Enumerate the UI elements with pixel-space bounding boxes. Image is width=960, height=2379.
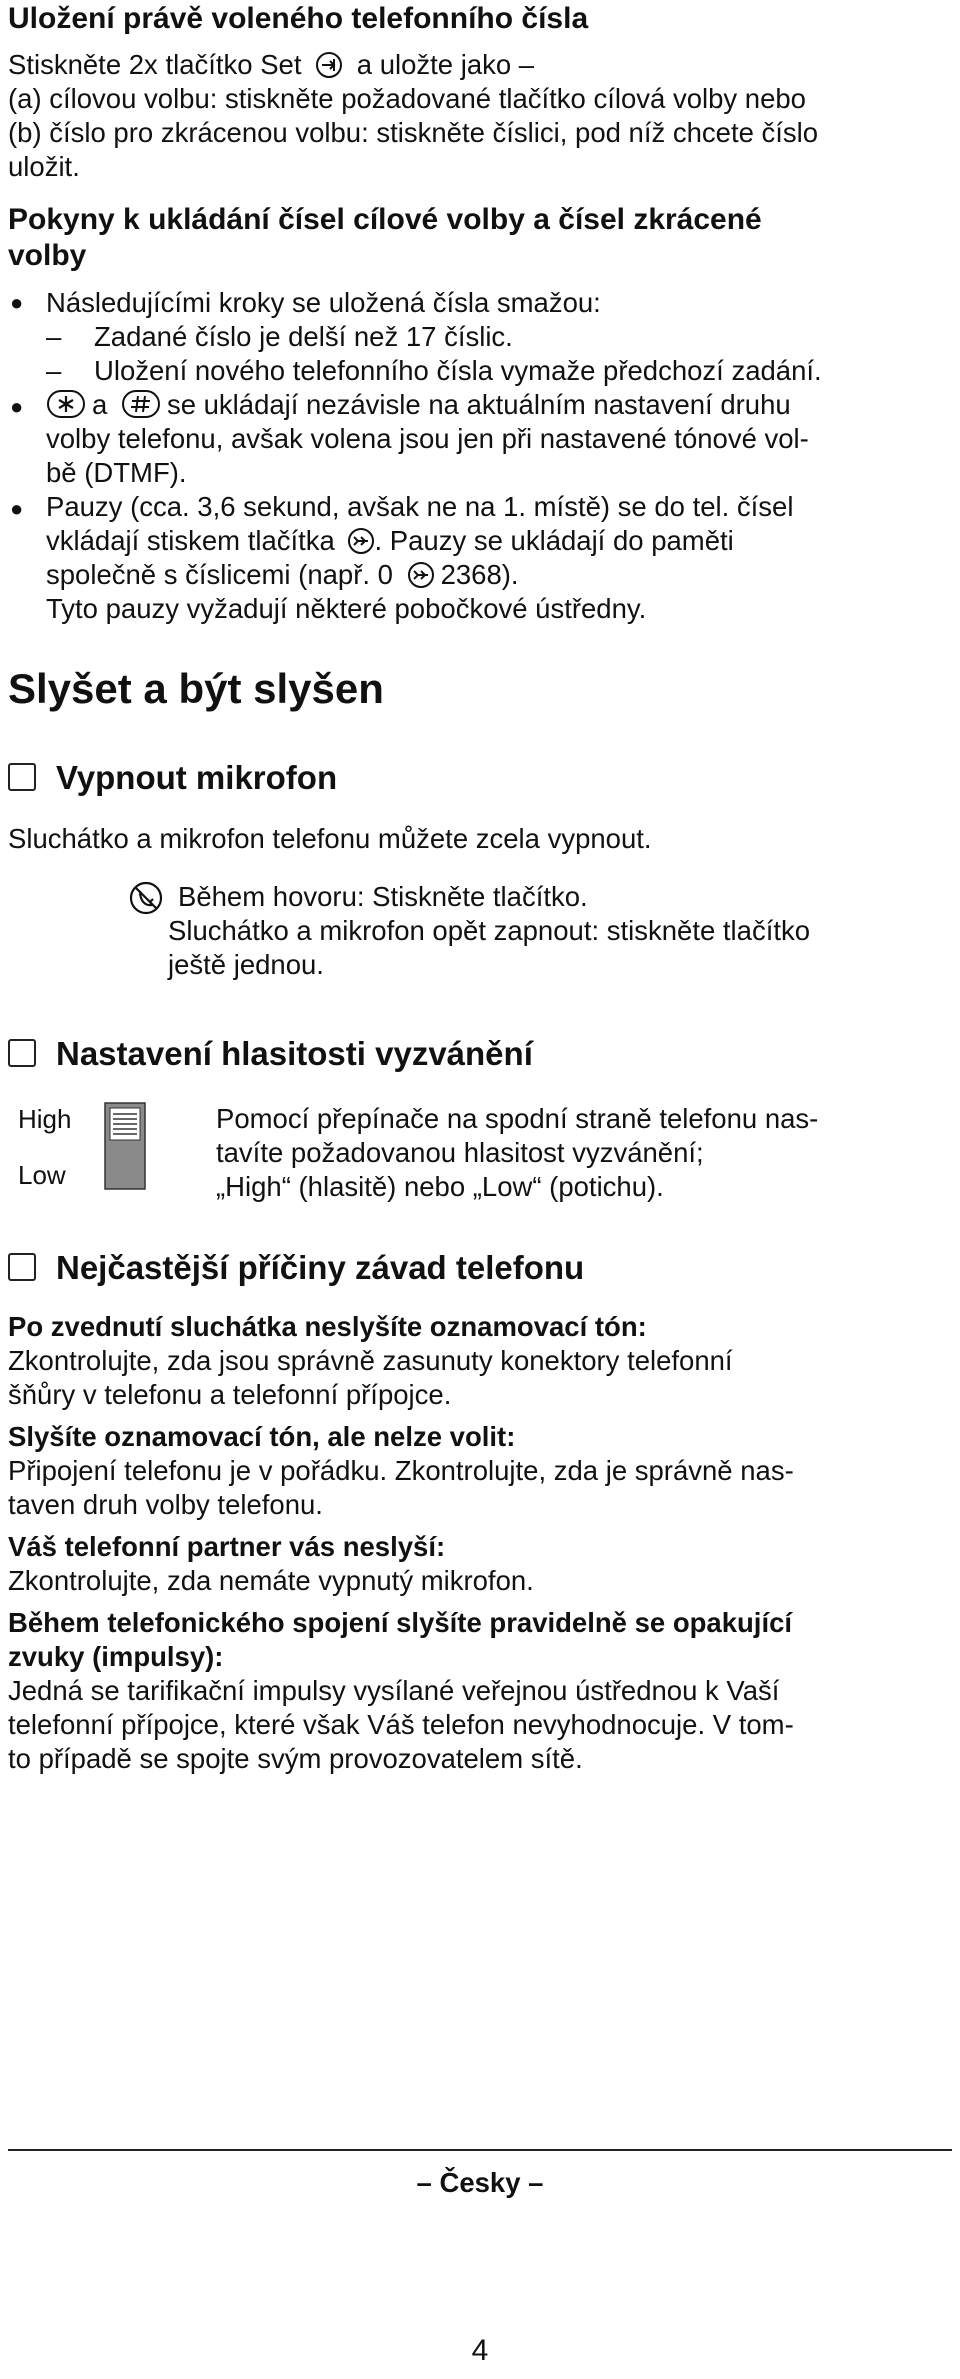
ringer-switch [104,1102,146,1198]
paragraph-line: Stiskněte 2x tlačítko Set a uložte jako – [8,48,948,87]
heading-storage-notes: Pokyny k ukládání čísel cílové volby a čísel zkrácené volby [8,203,762,272]
heading-save-last-number: Uložení právě voleného telefonního čísla [8,2,589,35]
page-number: 4 [471,2334,489,2367]
fault-question: zvuky (impulsy): [8,1641,224,1672]
bullet-text: Tyto pauzy vyžadují některé pobočkové ústředny. [46,593,647,624]
fault-answer: Jedná se tarifikační impulsy vysílané veřejnou ústřednou k Vaší [8,1675,780,1706]
fault-question: Váš telefonní partner vás neslyší: [8,1531,446,1562]
section-title: Slyšet a být slyšen [8,665,384,712]
bullet-icon: ● [10,290,24,315]
subheading-mute: Vypnout mikrofon [8,758,337,798]
fault-answer: šňůry v telefonu a telefonní přípojce. [8,1379,452,1410]
instruction-line: Během hovoru: Stiskněte tlačítko. [178,881,588,912]
fault-answer: taven druh volby telefonu. [8,1489,323,1520]
subheading-ringer: Nastavení hlasitosti vyzvánění [8,1034,533,1074]
paragraph-line: Sluchátko a mikrofon telefonu můžete zcela vypnout. [8,823,652,854]
instruction-line: ještě jednou. [168,949,324,980]
ringer-text: tavíte požadovanou hlasitost vyzvánění; [216,1137,704,1168]
instruction-line: Sluchátko a mikrofon opět zapnout: stiskněte tlačítko [168,915,811,946]
bullet-icon: ● [10,394,24,419]
ringer-text: „High“ (hlasitě) nebo „Low“ (potichu). [216,1171,664,1202]
dash-icon: – [46,321,62,352]
footer-language: – Česky – [416,2167,544,2198]
bullet-text: Následujícími kroky se uložená čísla smažou: [46,287,601,318]
mute-key-icon [128,880,164,924]
dash-icon: – [46,355,62,386]
fault-answer: Připojení telefonu je v pořádku. Zkontrolujte, zda je správně nas- [8,1455,794,1486]
fault-answer: telefonní přípojce, které však Váš telefon nevyhodnocuje. V tom- [8,1709,794,1740]
footer-divider [8,2149,952,2151]
switch-label-low: Low [18,1160,66,1190]
fault-question: Po zvednutí sluchátka neslyšíte oznamovací tón: [8,1311,647,1342]
fault-answer: to případě se spojte svým provozovatelem sítě. [8,1743,583,1774]
bullet-text: volby telefonu, avšak volena jsou jen při nastavené tónové vol- [46,423,809,454]
subheading-faults: Nejčastější příčiny závad telefonu [8,1248,584,1288]
paragraph-line: uložit. [8,151,80,182]
paragraph-line: (b) číslo pro zkrácenou volbu: stiskněte číslici, pod níž chcete číslo [8,117,819,148]
bullet-text: společně s číslicemi (např. 0 2368). [46,558,960,597]
bullet-text: Pauzy (cca. 3,6 sekund, avšak ne na 1. místě) se do tel. čísel [46,491,794,522]
bullet-text: vkládají stiskem tlačítka . Pauzy se ukládají do paměti [46,524,960,563]
fault-question: Slyšíte oznamovací tón, ale nelze volit: [8,1421,516,1452]
checkbox-icon [8,1039,36,1067]
checkbox-icon [8,1253,36,1281]
bullet-text: bě (DTMF). [46,457,187,488]
paragraph-line: (a) cílovou volbu: stiskněte požadované tlačítko cílová volby nebo [8,83,806,114]
fault-question: Během telefonického spojení slyšíte pravidelně se opakující [8,1607,793,1638]
dash-text: Uložení nového telefonního čísla vymaže předchozí zadání. [94,355,822,386]
fault-answer: Zkontrolujte, zda nemáte vypnutý mikrofon. [8,1565,534,1596]
bullet-icon: ● [10,496,24,521]
fault-answer: Zkontrolujte, zda jsou správně zasunuty konektory telefonní [8,1345,733,1376]
checkbox-icon [8,763,36,791]
bullet-text: a se ukládají nezávisle na aktuálním nastavení druhu [46,388,960,427]
dash-text: Zadané číslo je delší než 17 číslic. [94,321,513,352]
ringer-text: Pomocí přepínače na spodní straně telefonu nas- [216,1103,819,1134]
switch-label-high: High [18,1104,72,1134]
